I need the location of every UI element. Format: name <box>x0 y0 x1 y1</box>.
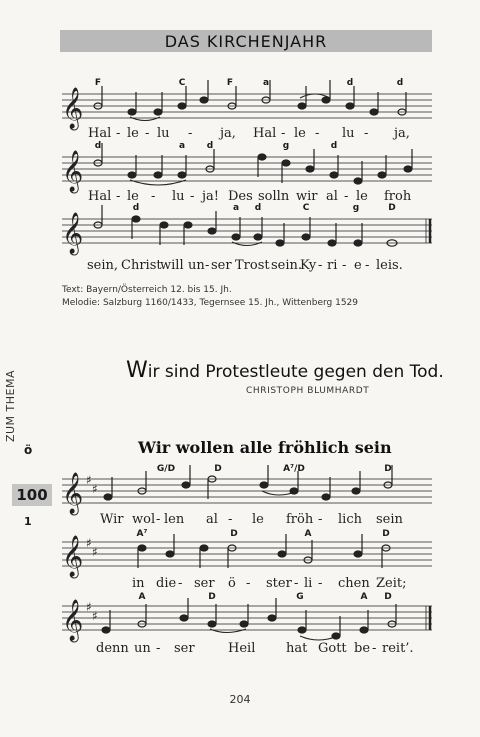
treble-clef-icon: 𝄞 <box>62 600 84 641</box>
lyric-syllable: sein, <box>87 258 119 273</box>
chord: G <box>296 592 304 602</box>
notes-2-1 <box>104 465 392 500</box>
lyric-syllable: die <box>156 576 177 591</box>
staff-1-3 <box>62 219 432 243</box>
notes-2-2 <box>138 534 390 568</box>
quote-text: ir sind Protestleute gegen den Tod. <box>147 362 444 382</box>
chord: d <box>206 141 214 151</box>
chord: d <box>132 203 140 213</box>
chord: d <box>94 141 102 151</box>
lyric-hyphen: - <box>318 258 323 273</box>
treble-clef-icon: 𝄞 <box>62 151 84 192</box>
lyric-hyphen: - <box>344 189 349 204</box>
section-title: DAS KIRCHENJAHR <box>164 31 328 51</box>
lyric-hyphen: - <box>205 258 210 273</box>
chord: D <box>388 203 396 213</box>
lyric-syllable: len <box>164 512 185 527</box>
lyric-syllable: leis. <box>376 258 403 273</box>
lyric-hyphen: - <box>116 126 121 141</box>
lyric-syllable: wol <box>132 512 156 527</box>
lyric-syllable: un <box>188 258 205 273</box>
lyric-hyphen: - <box>246 576 251 591</box>
lyric-hyphen: - <box>178 576 183 591</box>
sharp-icon: ♯ <box>86 473 92 487</box>
lyric-syllable: lu <box>172 189 185 204</box>
lyric-syllable: Trost <box>235 258 270 273</box>
lyric-syllable: ö <box>228 576 236 591</box>
lyric-syllable: ri <box>327 258 338 273</box>
text-credit: Text: Bayern/Österreich 12. bis 15. Jh. <box>62 285 232 295</box>
sharp-icon: ♯ <box>92 482 98 496</box>
lyric-syllable: ja! <box>202 189 220 204</box>
treble-clef-icon: 𝄞 <box>62 536 84 577</box>
lyric-hyphen: - <box>281 126 286 141</box>
chord: d <box>346 78 354 88</box>
lyric-hyphen: - <box>364 126 369 141</box>
sharp-icon: ♯ <box>86 536 92 550</box>
chord: D <box>382 529 390 539</box>
chord: A⁷/D <box>283 464 305 474</box>
hymnal-page: DAS KIRCHENJAHR 𝄞 𝄞 𝄞 𝄞 𝄞 𝄞 ♯ ♯ ♯ ♯ ♯ ♯ F C F a d d d a d g d d a d C g D Hal - le - lu - ja, Hal - le - lu - ja, Hal - le - lu - ja! Des solln wir al - le froh sein, Christ will un - ser Trost sein. Ky - ri - e - leis. Text: Bayern/Österreich 12. bis 15. Jh. Melodie: Salzburg 1160/1433, Tegernsee 15. Jh., Wittenberg 1529 ZUM THEMA Wir sind Protestleute gegen den Tod. CHRISTOPH BLUMHARDT ö Wir wollen alle fröhlich sein 100 1 G/D D A⁷/D D A⁷ D A D A D G A D Wir wol - len al - le fröh - lich sein in die - ser ö - ster - li - chen Zeit; denn un - ser Heil hat Gott be - reit’. 204 <box>0 0 480 737</box>
quote <box>126 358 444 383</box>
staff-2-2 <box>62 542 432 566</box>
melody-credit: Melodie: Salzburg 1160/1433, Tegernsee 15. Jh., Wittenberg 1529 <box>62 298 359 308</box>
chord: A⁷ <box>136 529 148 539</box>
lyric-syllable: le <box>252 512 264 527</box>
lyric-syllable: froh <box>384 189 412 204</box>
lyric-hyphen: - <box>151 189 156 204</box>
lyric-hyphen: - <box>318 512 323 527</box>
lyric-syllable: li <box>304 576 313 591</box>
chord: D <box>384 592 392 602</box>
chord: D <box>214 464 222 474</box>
lyric-hyphen: - <box>156 641 161 656</box>
lyric-hyphen: - <box>156 512 161 527</box>
lyric-syllable: Hal <box>88 189 112 204</box>
chord: A <box>138 592 146 602</box>
page-number: 204 <box>229 693 251 706</box>
lyric-syllable: ser <box>174 641 195 656</box>
chord: C <box>302 203 310 213</box>
lyric-syllable: le <box>127 126 139 141</box>
chord: F <box>94 78 102 88</box>
lyric-syllable: reit’. <box>382 641 414 656</box>
lyric-syllable: lich <box>338 512 362 527</box>
lyric-syllable: Gott <box>318 641 347 656</box>
lyric-syllable: ser <box>211 258 232 273</box>
lyric-syllable: le <box>127 189 139 204</box>
lyric-syllable: Ky <box>300 258 317 273</box>
lyric-syllable: Hal <box>88 126 112 141</box>
lyric-syllable: e <box>354 258 362 273</box>
sharp-icon: ♯ <box>86 600 92 614</box>
chord: g <box>352 203 360 213</box>
chord: D <box>208 592 216 602</box>
lyric-syllable: denn <box>96 641 129 656</box>
lyric-hyphen: - <box>294 576 299 591</box>
lyric-syllable: lu <box>157 126 170 141</box>
lyric-syllable: sein. <box>271 258 303 273</box>
chord: D <box>384 464 392 474</box>
lyric-syllable: will <box>160 258 184 273</box>
lyric-syllable: Heil <box>228 641 256 656</box>
song-number: 100 <box>12 484 52 506</box>
chord: D <box>230 529 238 539</box>
sharp-icon: ♯ <box>92 545 98 559</box>
chord: C <box>178 78 186 88</box>
lyric-syllable: solln <box>258 189 290 204</box>
treble-clef-icon: 𝄞 <box>62 473 84 514</box>
staff-2-1 <box>62 479 432 503</box>
lyric-syllable: Christ <box>121 258 162 273</box>
lyric-syllable: Wir <box>100 512 124 527</box>
lyric-hyphen: - <box>188 126 193 141</box>
chord: A <box>360 592 368 602</box>
lyric-syllable: Hal <box>253 126 277 141</box>
lyric-syllable: al <box>326 189 338 204</box>
chord: a <box>178 141 186 151</box>
staff-1-2 <box>62 157 432 181</box>
lyric-hyphen: - <box>116 189 121 204</box>
lyric-syllable: ja, <box>394 126 410 141</box>
lyric-hyphen: - <box>228 512 233 527</box>
lyric-hyphen: - <box>318 576 323 591</box>
lyric-hyphen: - <box>145 126 150 141</box>
lyric-syllable: ja, <box>220 126 236 141</box>
lyric-syllable: lu <box>342 126 355 141</box>
quote-author: CHRISTOPH BLUMHARDT <box>246 386 370 396</box>
lyric-syllable: fröh <box>286 512 314 527</box>
lyric-hyphen: - <box>190 189 195 204</box>
chord: A <box>304 529 312 539</box>
treble-clef-icon: 𝄞 <box>62 88 84 129</box>
chord: d <box>254 203 262 213</box>
lyric-syllable: be <box>354 641 371 656</box>
chord: a <box>262 78 270 88</box>
chord: d <box>330 141 338 151</box>
lyric-syllable: sein <box>376 512 403 527</box>
lyric-syllable: in <box>132 576 145 591</box>
lyric-syllable: hat <box>286 641 308 656</box>
chord: G/D <box>156 464 176 474</box>
lyric-hyphen: - <box>342 258 347 273</box>
lyric-syllable: chen <box>338 576 370 591</box>
lyric-syllable: Des <box>228 189 253 204</box>
sharp-icon: ♯ <box>92 609 98 623</box>
lyric-syllable: le <box>356 189 368 204</box>
lyric-syllable: le <box>294 126 306 141</box>
treble-clef-icon: 𝄞 <box>62 213 84 254</box>
lyric-hyphen: - <box>315 126 320 141</box>
notes-2-3 <box>102 598 396 639</box>
verse-number: 1 <box>24 515 32 528</box>
lyric-syllable: ser <box>194 576 215 591</box>
chord: g <box>282 141 290 151</box>
lyric-syllable: Zeit; <box>376 576 407 591</box>
song-title: Wir wollen alle fröhlich sein <box>138 438 392 457</box>
quote-dropcap: W <box>126 358 148 383</box>
lyric-hyphen: - <box>372 641 377 656</box>
lyric-syllable: wir <box>296 189 318 204</box>
lyric-syllable: al <box>206 512 218 527</box>
chord: F <box>226 78 234 88</box>
notes-1-2 <box>94 143 412 184</box>
lyric-syllable: un <box>134 641 151 656</box>
chord: d <box>396 78 404 88</box>
song-marker: ö <box>24 443 33 457</box>
lyric-syllable: ster <box>266 576 292 591</box>
lyric-hyphen: - <box>365 258 370 273</box>
chord: a <box>232 203 240 213</box>
